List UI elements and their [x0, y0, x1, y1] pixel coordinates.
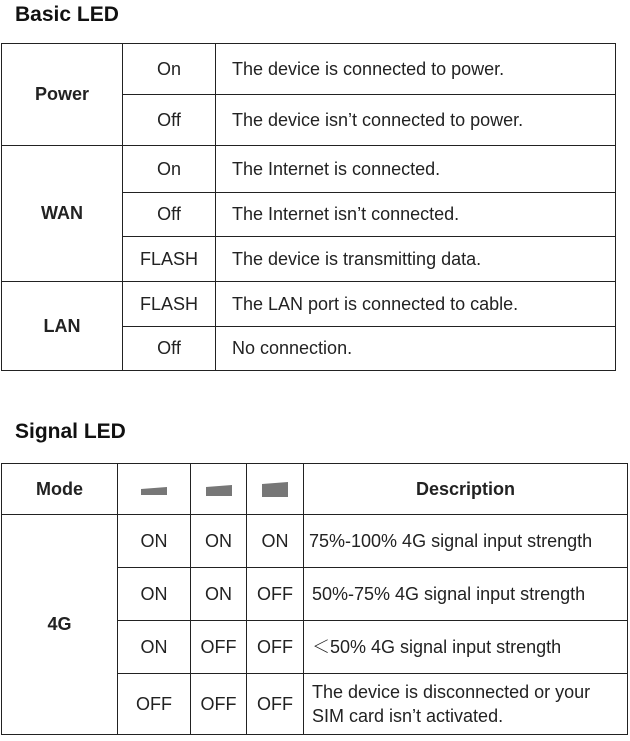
led-state: Off: [123, 327, 216, 371]
signal-led-table: [1, 463, 628, 735]
led-state: OFF: [191, 674, 247, 735]
led-state: On: [123, 44, 216, 95]
led-description: The device is transmitting data.: [216, 237, 616, 282]
led-state: OFF: [118, 674, 191, 735]
led-state: OFF: [247, 621, 304, 674]
led-description: No connection.: [216, 327, 616, 371]
led-state: FLASH: [123, 282, 216, 327]
led-state: ON: [118, 621, 191, 674]
led-description: The Internet isn’t connected.: [216, 193, 616, 237]
led-state: FLASH: [123, 237, 216, 282]
signal-description: 50%-75% 4G signal input strength: [304, 568, 628, 621]
led-state: On: [123, 146, 216, 193]
led-description: The Internet is connected.: [216, 146, 616, 193]
led-state: OFF: [247, 674, 304, 735]
led-description: The LAN port is connected to cable.: [216, 282, 616, 327]
led-description: The device is connected to power.: [216, 44, 616, 95]
description-header: Description: [304, 464, 628, 515]
mode-header: Mode: [2, 464, 118, 515]
led-state: OFF: [191, 621, 247, 674]
led-group-wan: WAN: [2, 146, 123, 282]
signal-bar-low-header: [118, 464, 191, 515]
led-description: The device isn’t connected to power.: [216, 95, 616, 146]
led-state: ON: [247, 515, 304, 568]
basic-led-heading: Basic LED: [15, 3, 119, 26]
signal-description: ＜50% 4G signal input strength: [304, 621, 628, 674]
table-header-row: [2, 464, 628, 515]
signal-bar-mid-icon: [205, 482, 233, 498]
table-row: [2, 44, 616, 95]
table-row: [2, 515, 628, 568]
led-state: Off: [123, 193, 216, 237]
table-row: [2, 282, 616, 327]
led-state: ON: [191, 515, 247, 568]
led-state: ON: [191, 568, 247, 621]
signal-bar-mid-header: [191, 464, 247, 515]
led-group-lan: LAN: [2, 282, 123, 371]
signal-bar-high-icon: [261, 481, 289, 499]
signal-description: 75%-100% 4G signal input strength: [304, 515, 628, 568]
signal-bar-low-icon: [140, 483, 168, 497]
table-row: [2, 146, 616, 193]
led-state: ON: [118, 515, 191, 568]
mode-4g: 4G: [2, 515, 118, 735]
led-state: Off: [123, 95, 216, 146]
led-group-power: Power: [2, 44, 123, 146]
signal-description: The device is disconnected or your SIM card isn’t activated.: [304, 674, 628, 735]
signal-bar-high-header: [247, 464, 304, 515]
led-state: ON: [118, 568, 191, 621]
basic-led-table: [1, 43, 616, 371]
led-state: OFF: [247, 568, 304, 621]
signal-led-heading: Signal LED: [15, 420, 126, 443]
